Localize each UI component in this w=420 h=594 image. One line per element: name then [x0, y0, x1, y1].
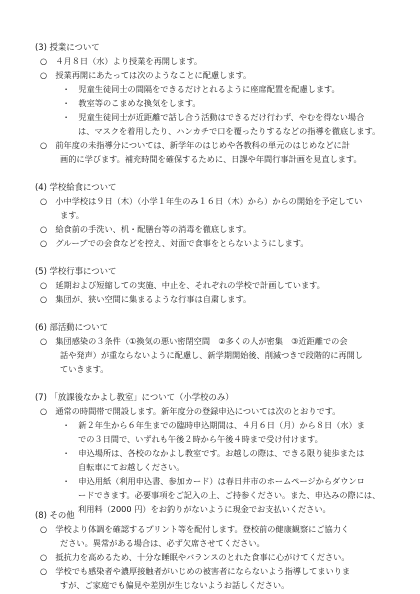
continuation-line: は、マスクを着用したり、ハンカチで口を覆ったりするなどの指導を徹底します。 [78, 126, 381, 136]
bullet-line: ○ 授業再開にあたっては次のようなことに配慮します。 [40, 70, 252, 80]
sub-bullet-line: ・ 教室等のこまめな換気をします。 [62, 98, 201, 108]
bullet-line: ○ 集団感染の３条件（①換気の悪い密閉空間 ②多くの人が密集 ③近距離での会 [40, 336, 348, 346]
bullet-line: ○ 小中学校は９日（木）（小学１年生のみ１６日（木）から）からの開始を予定してい [40, 196, 363, 206]
continuation-line: ます。 [60, 210, 84, 220]
sub-bullet-line: ・ 申込用紙（利用申込書、参加カード）は春日井市のホームページからダウンロ [62, 476, 365, 486]
sub-bullet-line: ・ 児童生徒同士の間隔をできるだけとれるように座席配置を配慮します。 [62, 84, 340, 94]
bullet-line: ○ 通常の時間帯で開設します。新年度分の登録申込については次のとおりです。 [40, 406, 341, 416]
sub-bullet-line: ・ 児童生徒同士が近距離で話し合う活動はできるだけ行わず、やむを得ない場合 [62, 112, 365, 122]
sub-bullet-line: ・ 新２年生から６年生までの臨時申込期間は、４月６日（月）から８日（水）ま [62, 420, 365, 430]
continuation-line: 画的に学びます。補充時間を確保するために、日課や年間行事計画を見直します。 [60, 154, 362, 164]
bullet-line: ○ 学校より体調を確認するプリント等を配付します。登校前の健康観察にご協力く [40, 524, 350, 534]
section-heading: (8) その他 [35, 510, 75, 520]
section-heading: (5) 学校行事について [35, 266, 117, 276]
continuation-line: 話や発声）が重ならないように配慮し、新学期開始後、削減つきで段階的に再開し [60, 350, 363, 360]
continuation-line: 自転車にてお越しください。 [78, 462, 185, 472]
bullet-line: ○ 集団が、狭い空間に集まるような行事は自粛します。 [40, 294, 252, 304]
bullet-line: ○ 抵抗力を高めるため、十分な睡眠やバランスのとれた食事に心がけてください。 [40, 552, 350, 562]
sub-bullet-line: ・ 申込場所は、各校のなかよし教室です。お越しの際は、できる限り徒歩または [62, 448, 365, 458]
continuation-line: すが、ご家庭でも偏見や差別が生じないようお話しください。 [60, 580, 290, 590]
continuation-line: 利用料（2000 円）をお釣りがないように現金でお支払いください。 [78, 504, 331, 514]
bullet-line: ○ 給食前の手洗い、机・配膳台等の消毒を徹底します。 [40, 224, 252, 234]
bullet-line: ○ 延期および短縮しての実施、中止を、それぞれの学校で計画しています。 [40, 280, 325, 290]
continuation-line: ていきます。 [60, 364, 109, 374]
bullet-line: ○ グループでの会食などを控え、対面で食事をとらないようにします。 [40, 238, 309, 248]
continuation-line: ードできます。必要事項をご記入の上、ご持参ください。また、申込みの際には、 [78, 490, 381, 500]
bullet-line: ○ ４月８日（水）より授業を再開します。 [40, 56, 203, 66]
section-heading: (6) 部活動について [35, 322, 108, 332]
bullet-line: ○ 前年度の未指導分については、新学年のはじめや各教科の単元のはじめなどに計 [40, 140, 350, 150]
section-heading: (3) 授業について [35, 42, 100, 52]
section-heading: (7) 「放課後なかよし教室」について（小学校のみ） [35, 392, 234, 402]
continuation-line: での３日間で、いずれも午後２時から午後４時まで受け付けます。 [78, 434, 323, 444]
section-heading: (4) 学校給食について [35, 182, 117, 192]
continuation-line: ださい。異常がある場合は、必ず欠席させてください。 [60, 538, 265, 548]
bullet-line: ○ 学校でも感染者や濃厚接触者がいじめの被害者にならないよう指導してまいりま [40, 566, 351, 576]
